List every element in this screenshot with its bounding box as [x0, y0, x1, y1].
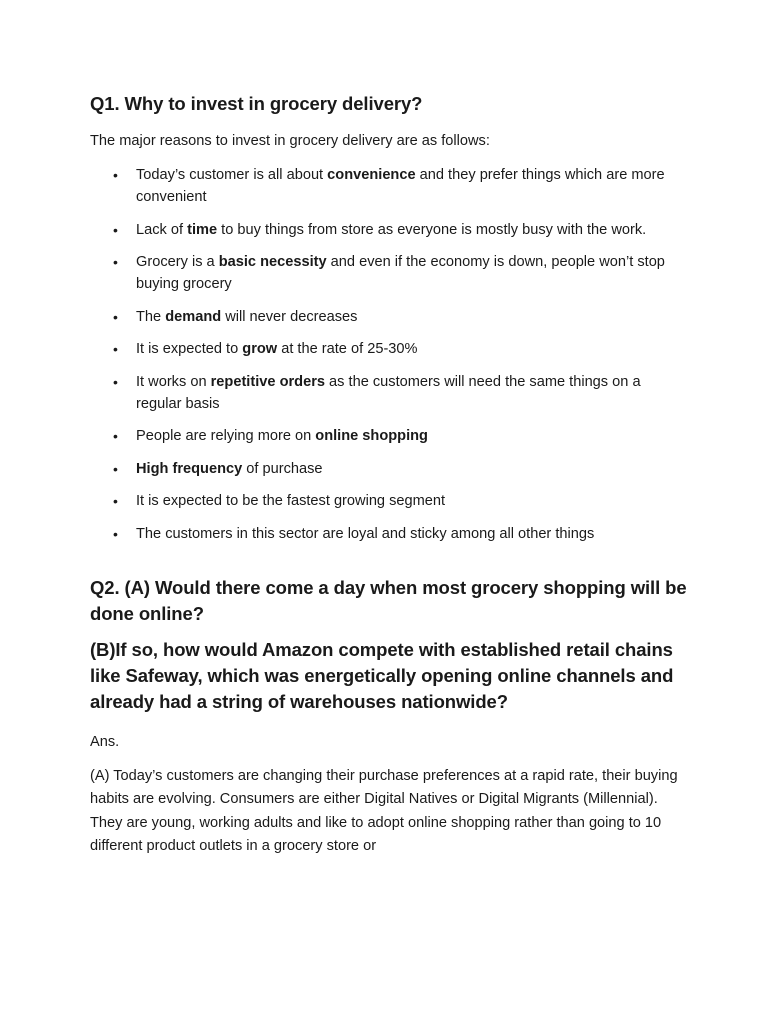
list-item: [90, 306, 690, 328]
list-item: [90, 523, 690, 545]
reason-emphasis: basic necessity: [218, 254, 327, 270]
list-item: [90, 219, 690, 241]
list-item: [90, 425, 690, 447]
bullet-icon: •: [113, 308, 118, 325]
reason-emphasis: repetitive orders: [210, 373, 325, 390]
reason-text: at the rate of 25-30%: [277, 341, 418, 357]
answer-label: Ans.: [90, 733, 120, 750]
reason-emphasis: online shopping: [315, 428, 428, 444]
list-item: [90, 458, 690, 480]
bullet-icon: •: [113, 373, 118, 390]
bullet-icon: •: [113, 254, 118, 270]
reason-text: and even if the economy is down, people won’t stop buying grocery: [136, 254, 665, 292]
reason-text: as the customers will need the same things on a regular basis: [136, 373, 641, 412]
answer-a-paragraph: (A) Today’s customers are changing their purchase preferences at a rapid rate, their buying habits are evolving. Consumers are either Digital Natives or Digital Migrants (Millennial). They are young, working adults and like to adopt online shopping rather than going to 10 different product outlets in a grocery store or: [90, 767, 678, 854]
reason-text: It is expected to: [136, 341, 243, 357]
reason-emphasis: High frequency: [136, 460, 243, 477]
q2-heading-a: Q2. (A) Would there come a day when most grocery shopping will be done online?: [90, 576, 687, 624]
q1-heading: Q1. Why to invest in grocery delivery?: [90, 93, 423, 114]
q1-intro: The major reasons to invest in grocery delivery are as follows:: [90, 133, 490, 149]
list-item: [90, 338, 690, 360]
list-item: [90, 490, 690, 512]
document-page: [90, 92, 690, 859]
reasons-list: [90, 164, 690, 545]
bullet-icon: •: [113, 493, 118, 509]
bullet-icon: •: [113, 525, 118, 542]
reason-text: Today’s customer is all about: [136, 167, 328, 183]
list-item: [90, 164, 690, 208]
reason-text: The customers in this sector are loyal and sticky among all other things: [136, 525, 595, 542]
reason-emphasis: convenience: [327, 167, 416, 183]
reason-text: will never decreases: [221, 308, 358, 325]
bullet-icon: •: [113, 460, 118, 477]
reason-emphasis: demand: [165, 308, 222, 325]
q2-heading-b: (B)If so, how would Amazon compete with established retail chains like Safeway, which was energetically opening online channels and already had a string of warehouses nationwide?: [90, 638, 674, 712]
bullet-icon: •: [113, 341, 118, 357]
reason-text: of purchase: [242, 460, 323, 477]
reason-text: It works on: [136, 373, 211, 390]
list-item: [90, 251, 690, 295]
reason-text: It is expected to be the fastest growing segment: [136, 493, 446, 509]
reason-text: Lack of: [136, 221, 188, 238]
bullet-icon: •: [113, 221, 118, 238]
reason-emphasis: time: [187, 221, 218, 238]
reason-text: and they prefer things which are more convenient: [136, 167, 665, 205]
list-item: [90, 371, 690, 415]
bullet-icon: •: [113, 428, 118, 444]
reason-text: Grocery is a: [136, 254, 219, 270]
reason-text: to buy things from store as everyone is mostly busy with the work.: [217, 221, 647, 238]
reason-emphasis: grow: [242, 341, 278, 357]
bullet-icon: •: [113, 167, 118, 183]
reason-text: The: [136, 308, 166, 325]
reason-text: People are relying more on: [136, 428, 316, 444]
